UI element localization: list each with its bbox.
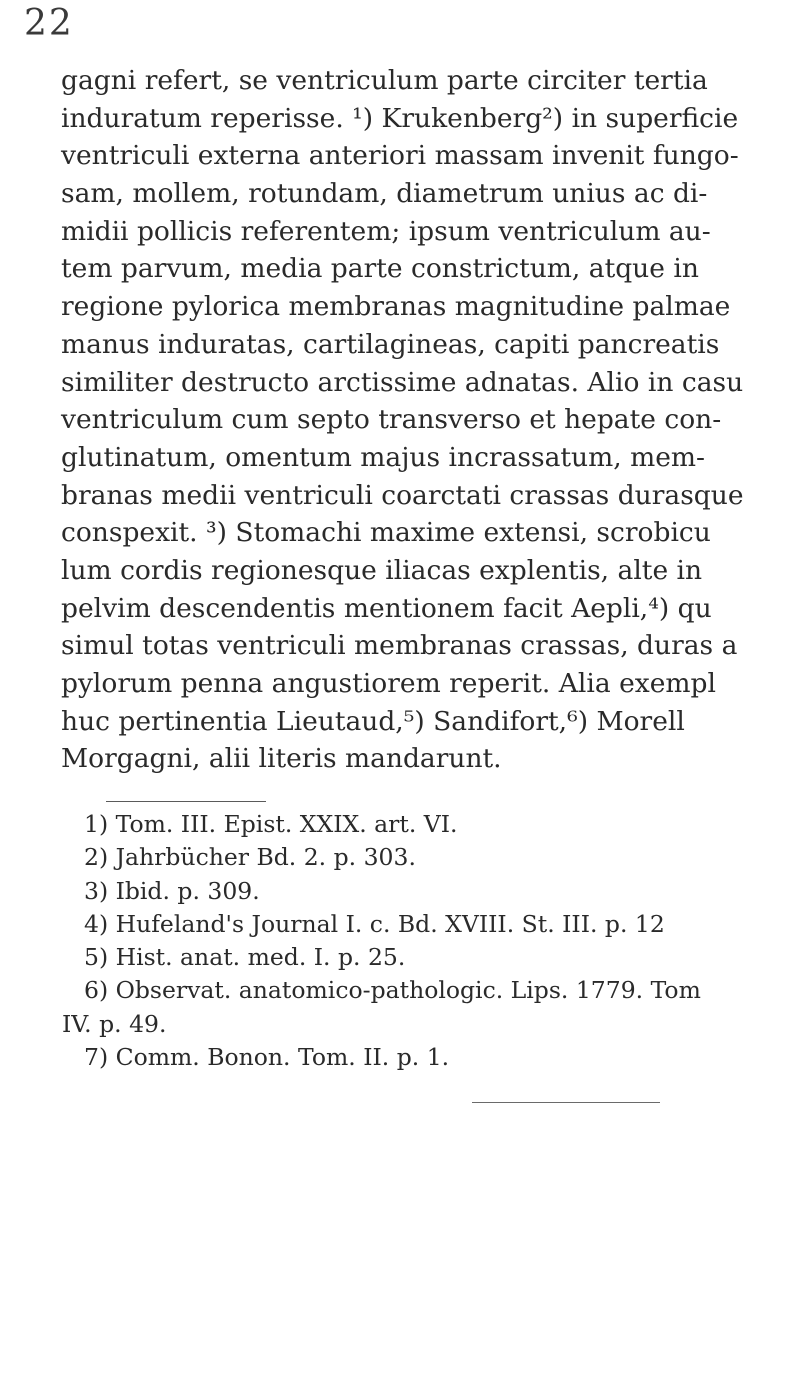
text-line: manus induratas, cartilagineas, capiti pancreatis [61, 328, 720, 360]
text-line: glutinatum, omentum majus incrassatum, mem- [61, 441, 705, 473]
text-line: induratum reperisse. ¹) Krukenberg²) in superficie [61, 102, 739, 134]
text-line: midii pollicis referentem; ipsum ventriculum au- [61, 215, 711, 247]
text-line: branas medii ventriculi coarctati crassas durasque [61, 479, 744, 511]
footnote: 2) Jahrbücher Bd. 2. p. 303. [84, 843, 416, 872]
bottom-rule [472, 1102, 660, 1103]
footnotes [62, 808, 800, 1074]
text-line: tem parvum, media parte constrictum, atque in [61, 253, 699, 285]
body-text [61, 62, 800, 778]
text-line: simul totas ventriculi membranas crassas, duras a [61, 630, 738, 662]
footnote: 4) Hufeland's Journal I. c. Bd. XVIII. St. III. p. 12 [84, 909, 665, 938]
text-line: lum cordis regionesque iliacas explentis, alte in [61, 554, 703, 586]
footnote: 6) Observat. anatomico-pathologic. Lips. 1779. Tom [84, 976, 701, 1005]
text-line: ventriculi externa anteriori massam invenit fungo- [61, 140, 739, 172]
footnote: 7) Comm. Bonon. Tom. II. p. 1. [84, 1043, 450, 1072]
footnote: 1) Tom. III. Epist. XXIX. art. VI. [84, 810, 458, 838]
text-line: sam, mollem, rotundam, diametrum unius ac di- [61, 178, 708, 210]
footnote-continuation: IV. p. 49. [62, 1009, 167, 1038]
text-line: similiter destructo arctissime adnatas. Alio in casu [61, 366, 744, 398]
text-line: huc pertinentia Lieutaud,⁵) Sandifort,⁶) Morell [61, 705, 685, 737]
footnote: 5) Hist. anat. med. I. p. 25. [84, 943, 406, 972]
text-line: regione pylorica membranas magnitudine palmae [61, 291, 731, 323]
text-line: ventriculum cum septo transverso et hepate con- [61, 404, 722, 436]
text-line: pylorum penna angustiorem reperit. Alia exempl [61, 668, 716, 699]
text-line: Morgagni, alii literis mandarunt. [61, 743, 502, 775]
page-number: 22 [24, 3, 74, 44]
text-line: conspexit. ³) Stomachi maxime extensi, scrobicu [61, 517, 711, 549]
text-line: pelvim descendentis mentionem facit Aepli,⁴) qu [61, 592, 712, 624]
footnote-divider [106, 801, 266, 802]
text-line: gagni refert, se ventriculum parte circiter tertia [61, 65, 708, 96]
footnote: 3) Ibid. p. 309. [84, 876, 260, 905]
